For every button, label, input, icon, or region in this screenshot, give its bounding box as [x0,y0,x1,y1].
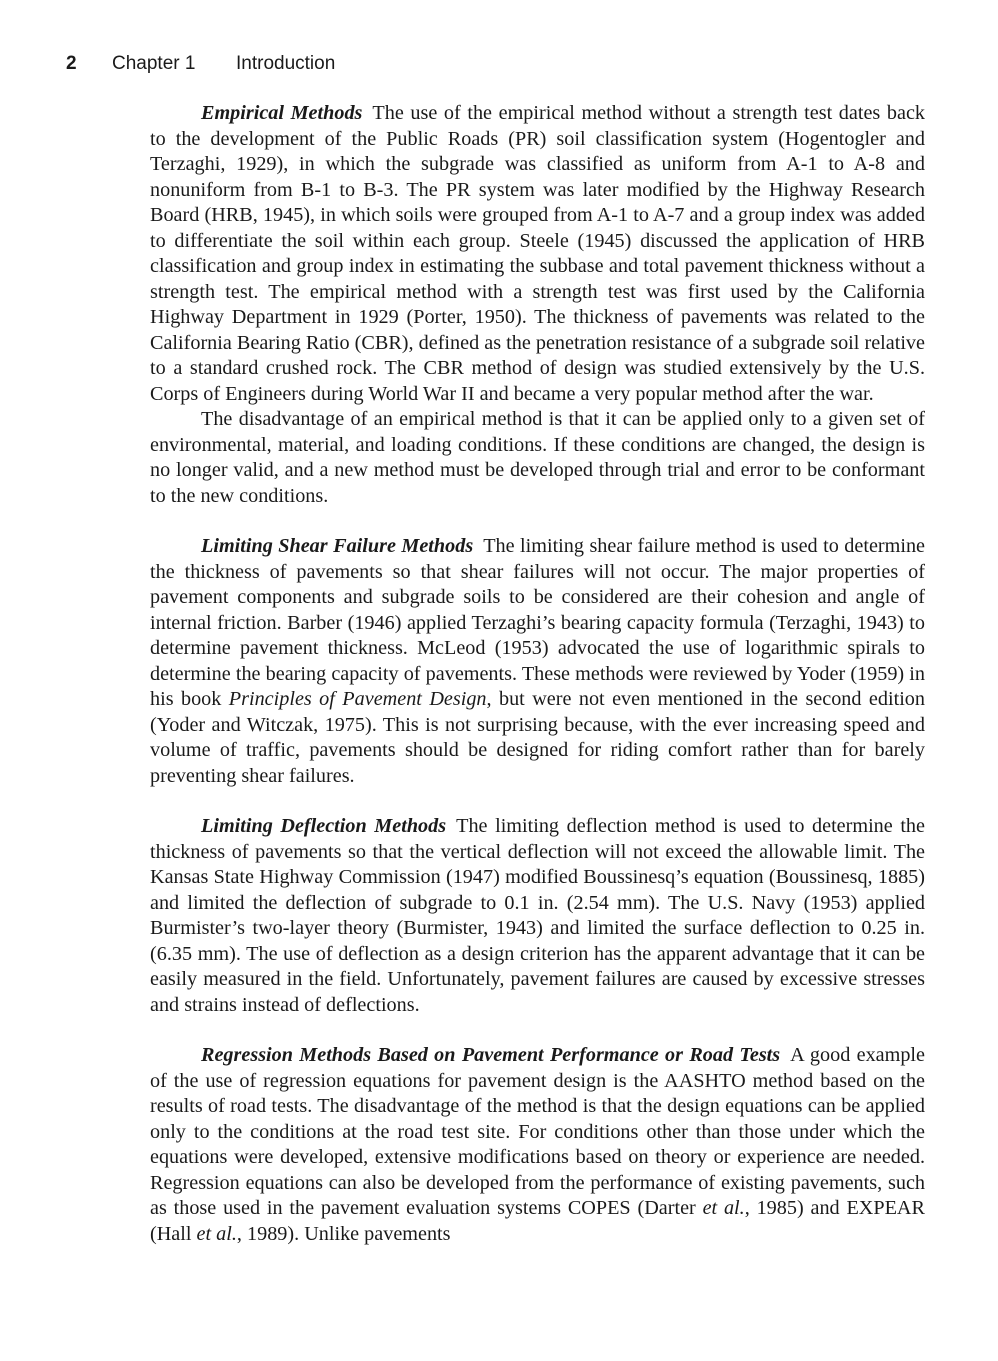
regression-paragraph [150,1043,925,1247]
deflection-heading: Limiting Deflection Methods [201,815,447,837]
citation-et-al-1: et al. [702,1197,745,1219]
page-body [150,101,925,1247]
empirical-disadvantage-paragraph [150,407,925,509]
regression-text-c: , 1989). Unlike pavements [236,1222,451,1245]
deflection-text: The limiting deflection method is used to determine the thickness of pavements so that the vertical deflection will not exceed the allowable limit. The Kansas State Highway Commission (1947) modified Boussinesq’s equation (Boussinesq, 1885) and limited the deflection of subgrade to 0.1 in. (2.54 mm). The U.S. Navy (1953) applied Burmister’s two-layer theory (Burmister, 1943) and limited the surface deflection to 0.25 in. (6.35 mm). The use of deflection as a design criterion has the apparent advantage that it can be easily measured in the field. Unfortunately, pavement failures are caused by excessive stresses and strains instead of deflections. [150,815,925,1016]
regression-text-a: A good example of the use of regression equations for pavement design is the AASHTO method based on the results of road tests. The disadvantage of the method is that the design equations can be applied only to the conditions at the road test site. For conditions other than those under which the equations were developed, extensive modifications based on theory or experience are needed. Regression equations can also be developed from the performance of existing pavements, such as those used in the pavement evaluation systems COPES (Darter [150,1044,926,1219]
citation-et-al-2: et al. [196,1222,237,1245]
shear-failure-text-b: , but were not even mentioned in the second edition (Yoder and Witczak, 1975). This is not surprising because, with the ever increasing speed and volume of traffic, pavements should be designed for riding comfort rather than for barely preventing shear failures. [150,688,925,787]
empirical-methods-paragraph [150,101,925,407]
page-number: 2 [66,53,77,74]
shear-failure-heading: Limiting Shear Failure Methods [201,535,474,557]
empirical-disadvantage-text: The disadvantage of an empirical method is that it can be applied only to a given set of environmental, material, and loading conditions. If these conditions are changed, the design is no longer valid, and a new method must be developed through trial and error to be conformant to the new conditions. [150,408,925,507]
shear-failure-text-a: The limiting shear failure method is used to determine the thickness of pavements so that shear failures will not occur. The major properties of pavement components and subgrade soils to be considered are their cohesion and angle of internal friction. Barber (1946) applied Terzaghi’s bearing capacity formula (Terzaghi, 1943) to determine pavement thickness. McLeod (1953) advocated the use of logarithmic spirals to determine the bearing capacity of pavements. These methods were reviewed by Yoder (1959) in his book [150,535,925,710]
empirical-methods-text: The use of the empirical method without a strength test dates back to the development of the Public Roads (PR) soil classification system (Hogentogler and Terzaghi, 1929), in which the subgrade was classified as uniform from A-1 to A-8 and nonuniform from B-1 to B-3. The PR system was later modified by the Highway Research Board (HRB, 1945), in which soils were grouped from A-1 to A-7 and a group index was added to differentiate the soil within each group. Steele (1945) discussed the application of HRB classification and group index in estimating the subbase and total pavement thickness without a strength test. The empirical method with a strength test was first used by the California Highway Department in 1929 (Porter, 1950). The thickness of pavements was related to the California Bearing Ratio (CBR), defined as the penetration resistance of a subgrade soil relative to a standard crushed rock. The CBR method of design was studied extensively by the U.S. Corps of Engineers during World War II and became a very popular method after the war. [150,102,925,405]
book-title: Principles of Pavement Design [228,688,487,710]
chapter-title: Introduction [236,53,336,74]
regression-heading: Regression Methods Based on Pavement Performance or Road Tests [201,1044,781,1066]
shear-failure-paragraph [150,534,925,789]
running-header [66,52,335,76]
empirical-methods-heading: Empirical Methods [201,102,363,124]
deflection-paragraph [150,814,925,1018]
regression-text-b: , 1985) and EXPEAR (Hall [150,1197,925,1245]
chapter-label: Chapter 1 [112,53,196,74]
